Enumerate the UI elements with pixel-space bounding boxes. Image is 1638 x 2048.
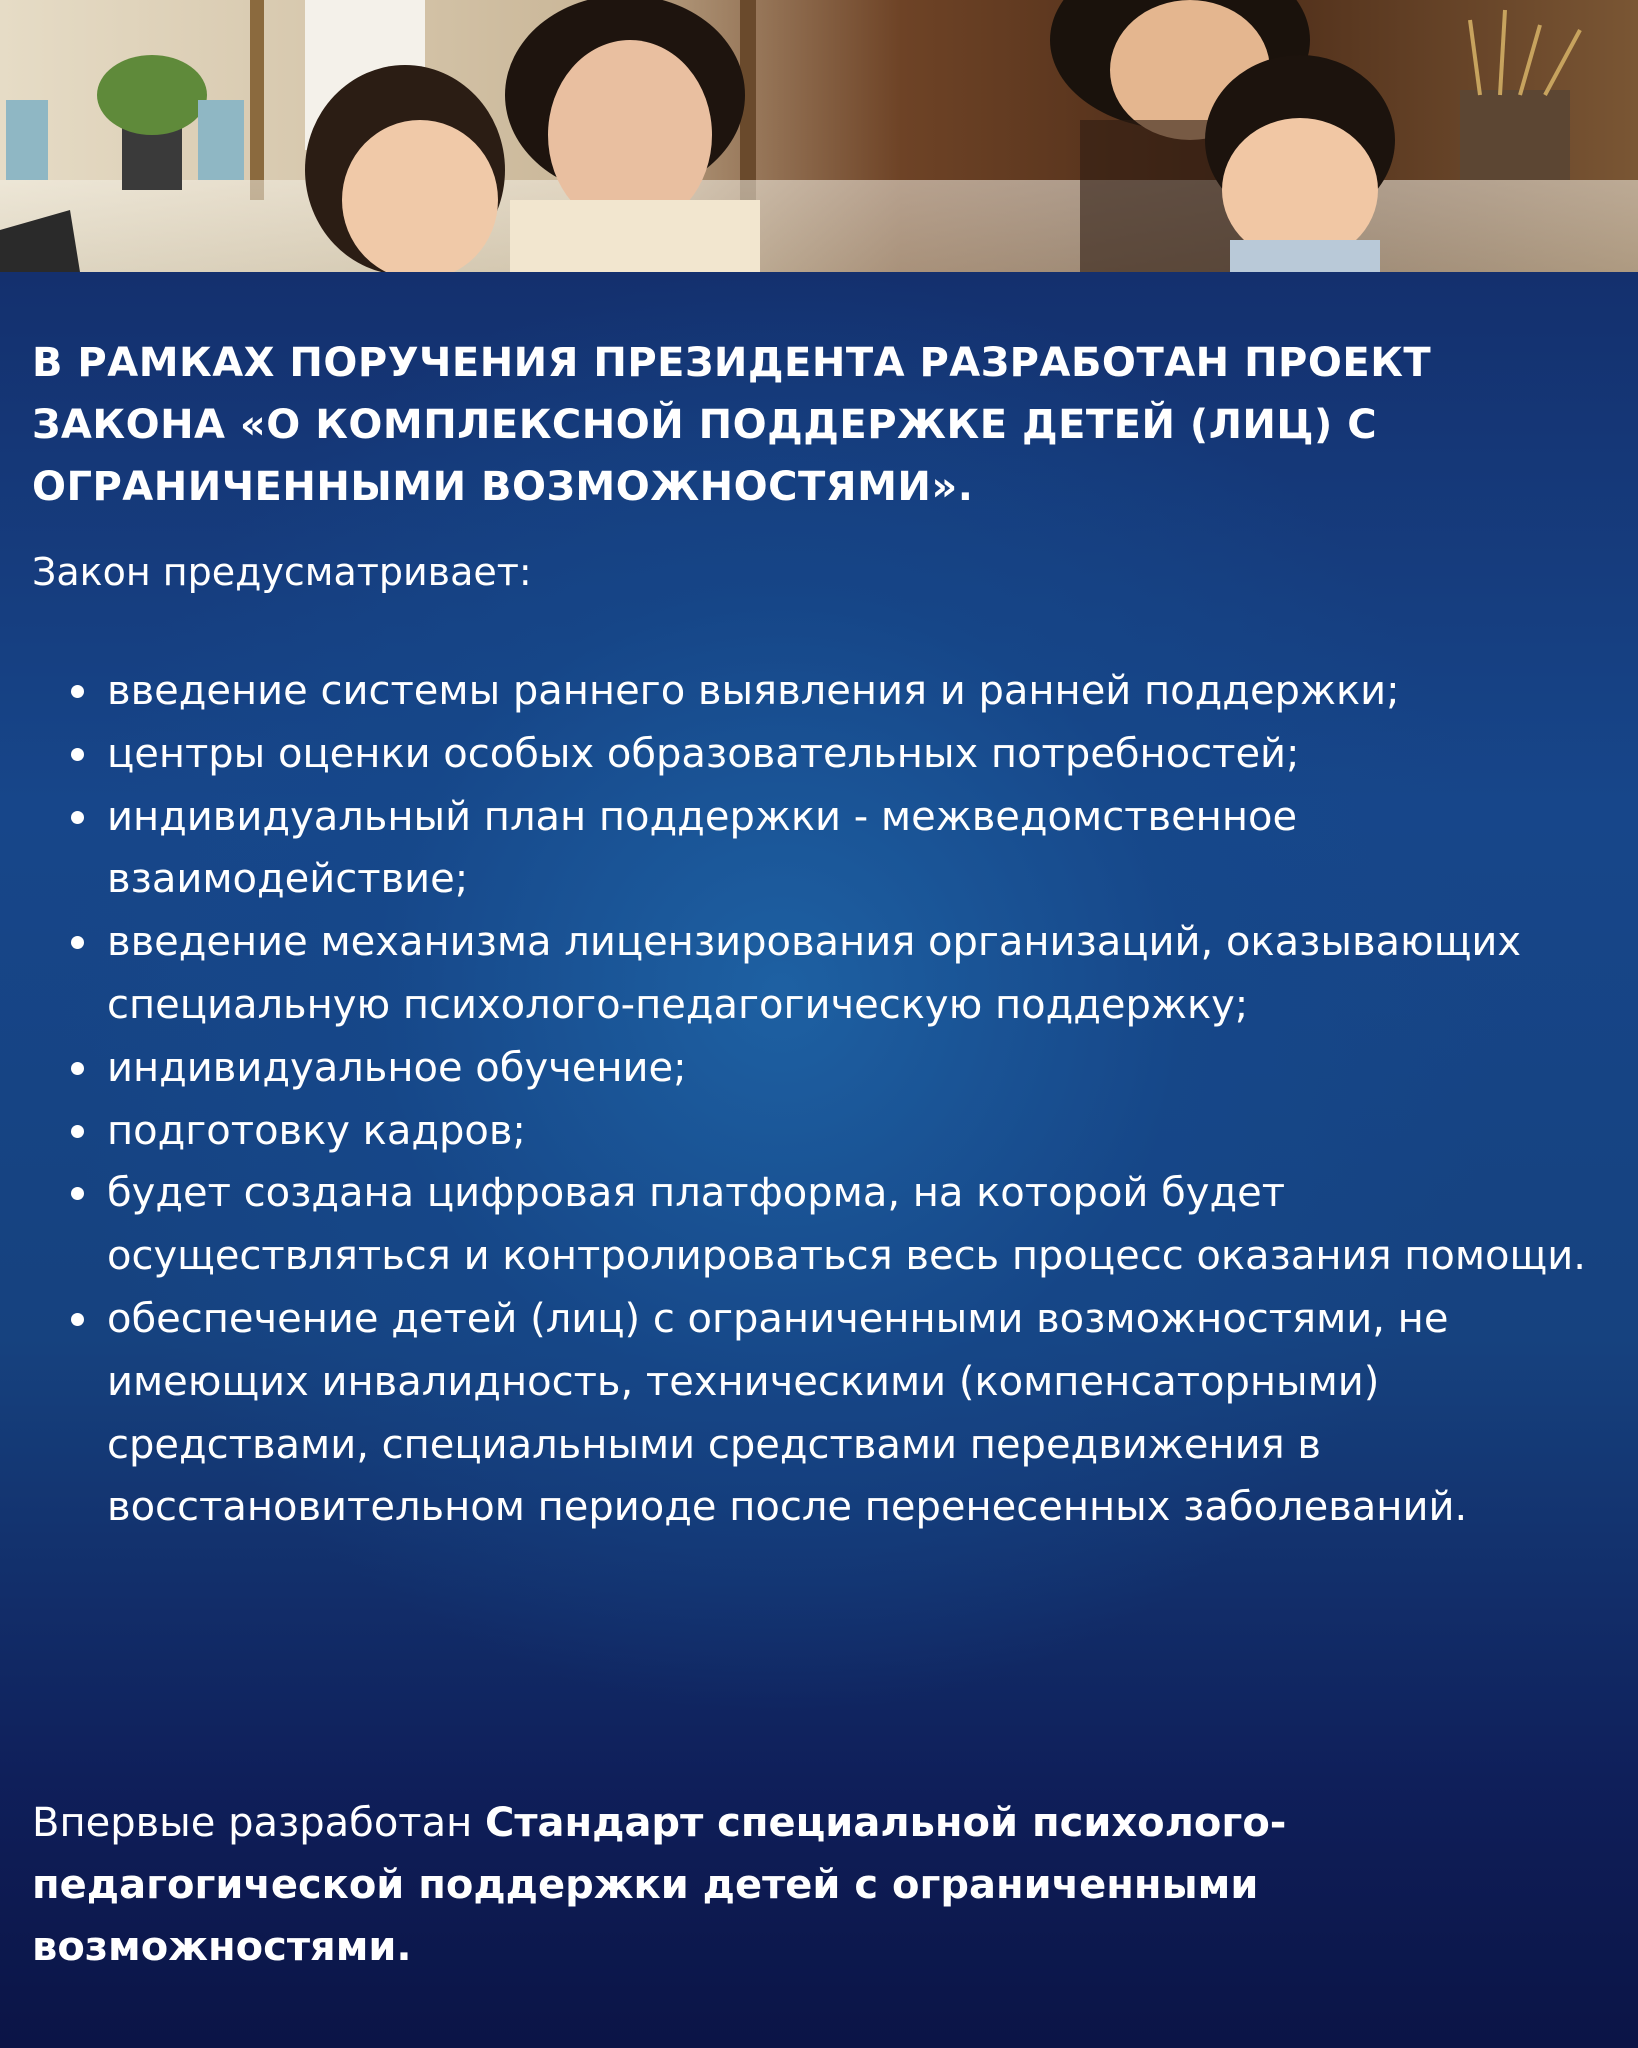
list-item-text: введение системы раннего выявления и ранней поддержки;	[107, 668, 1400, 714]
bullet-icon	[71, 748, 84, 761]
list-item	[32, 1037, 1612, 1100]
standard-title: Стандарт специальной психолого-педагогической поддержки детей с ограниченными возможностями.	[32, 1800, 1287, 1970]
bullet-icon	[71, 936, 84, 949]
list-item	[32, 723, 1612, 786]
list-item-text: центры оценки особых образовательных потребностей;	[107, 730, 1300, 777]
header-photo	[0, 0, 1638, 272]
closing-regular-text: Впервые разработан	[32, 1800, 485, 1846]
list-item-text: подготовку кадров;	[107, 1107, 526, 1154]
list-item	[32, 786, 1612, 912]
family-painting-photo-icon	[0, 0, 1638, 272]
content-panel	[0, 272, 1638, 2048]
bullet-icon	[71, 1187, 84, 1200]
intro-text: Закон предусматривает:	[32, 550, 532, 594]
list-item	[32, 660, 1612, 723]
list-item-text: будет создана цифровая платформа, на которой будет осуществляться и контролироваться весь процесс оказания помощи.	[107, 1170, 1586, 1280]
list-item-text: введение механизма лицензирования организаций, оказывающих специальную психолого-педагогическую поддержку;	[107, 919, 1522, 1028]
list-item-text: обеспечение детей (лиц) с ограниченными возможностями, не имеющих инвалидность, техническими (компенсаторными) средствами, специальными средствами передвижения в восстановительном периоде после перенесенных заболеваний.	[107, 1295, 1468, 1531]
bullet-icon	[71, 811, 84, 824]
list-item-text: индивидуальный план поддержки - межведомственное взаимодействие;	[107, 793, 1298, 903]
closing-paragraph	[32, 1792, 1592, 1978]
bullet-icon	[71, 685, 84, 698]
list-item	[32, 911, 1612, 1037]
list-item	[32, 1100, 1612, 1163]
list-item	[32, 1288, 1612, 1539]
bullet-icon	[71, 1125, 84, 1138]
bullet-icon	[71, 1062, 84, 1075]
page-title: В РАМКАХ ПОРУЧЕНИЯ ПРЕЗИДЕНТА РАЗРАБОТАН ПРОЕКТ ЗАКОНА «О КОМПЛЕКСНОЙ ПОДДЕРЖКЕ ДЕТЕЙ (ЛИЦ) С ОГРАНИЧЕННЫМИ ВОЗМОЖНОСТЯМИ».	[32, 340, 1432, 510]
bullet-icon	[71, 1313, 84, 1326]
list-item	[32, 1162, 1612, 1288]
provisions-list	[32, 660, 1612, 1539]
list-item-text: индивидуальное обучение;	[107, 1044, 687, 1091]
